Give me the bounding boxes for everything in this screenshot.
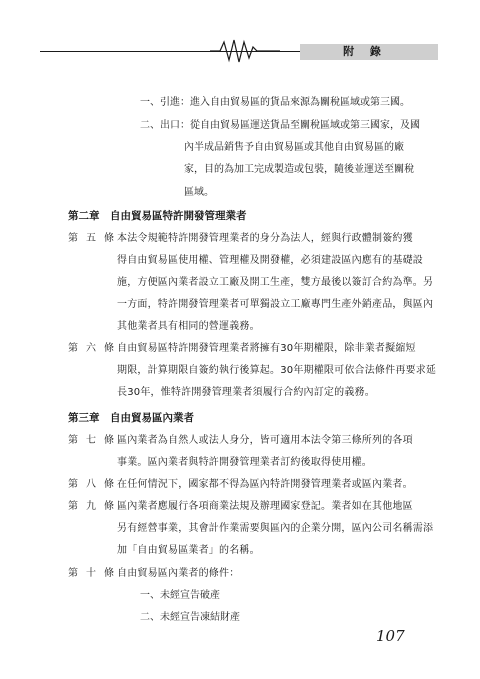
chapter-title: 第三章 自由貿易區內業者 bbox=[68, 412, 194, 424]
heartbeat-wave-icon bbox=[210, 38, 280, 64]
article-line: 在任何情況下，國家都不得為區內特許開發管理業者或區內業者。 bbox=[117, 479, 413, 490]
article-label: 第十條 bbox=[68, 568, 122, 579]
intro-line: 一、引進：進入自由貿易區的貨品來源為關稅區域或第三國。 bbox=[140, 97, 410, 108]
article-label: 第七條 bbox=[68, 435, 122, 446]
article-line: 其他業者具有相同的營運義務。 bbox=[117, 321, 260, 332]
article-line: 事業。區內業者與特許開發管理業者訂約後取得使用權。 bbox=[117, 457, 372, 468]
article-line: 得自由貿易區使用權、管理權及開發權，必須建設區內應有的基礎設 bbox=[117, 255, 423, 266]
article-line: 長30年，惟特許開發管理業者須履行合約內訂定的義務。 bbox=[117, 387, 375, 398]
article-line: 自由貿易區特許開發管理業者將擁有30年期權限，除非業者擬縮短 bbox=[117, 343, 416, 354]
article-line: 另有經營事業，其會計作業需要與區內的企業分開，區內公司名稱需添 bbox=[117, 523, 434, 534]
chapter-title: 第二章 自由貿易區特許開發管理業者 bbox=[68, 210, 247, 222]
article-label: 第八條 bbox=[68, 479, 122, 490]
article-label: 第六條 bbox=[68, 343, 122, 354]
article-label: 第九條 bbox=[68, 501, 122, 512]
article-line: 本法令規範特許開發管理業者的身分為法人，經與行政體制簽約獲 bbox=[117, 233, 413, 244]
intro-line: 區域。 bbox=[184, 187, 214, 198]
intro-line: 二、出口：從自由貿易區運送貨品至關稅區域或第三國家，及國 bbox=[140, 120, 420, 131]
article-line: 一方面，特許開發管理業者可單獨設立工廠專門生產外銷產品，與區內 bbox=[117, 299, 434, 310]
article-line: 自由貿易區內業者的條件： bbox=[117, 568, 240, 579]
article-line: 區內業者為自然人或法人身分，皆可適用本法令第三條所列的各項 bbox=[117, 435, 413, 446]
intro-line: 家，目的為加工完成製造或包裝，隨後並運送至關稅 bbox=[184, 164, 414, 175]
article-line: 區內業者應履行各項商業法規及辦理國家登記。業者如在其他地區 bbox=[117, 501, 413, 512]
article-line: 加「自由貿易區業者」的名稱。 bbox=[117, 545, 260, 556]
article-label: 第五條 bbox=[68, 233, 122, 244]
page-number: 107 bbox=[376, 627, 405, 645]
intro-line: 內半成品銷售予自由貿易區或其他自由貿易區的廠 bbox=[184, 142, 404, 153]
article-line: 施，方便區內業者設立工廠及開工生產，雙方最後以簽訂合約為準。另 bbox=[117, 277, 434, 288]
condition-item: 二、未經宣告凍結財產 bbox=[140, 612, 240, 623]
header-title: 附 錄 bbox=[343, 45, 387, 58]
article-line: 期限，計算期限自簽約執行後算起。30年期權限可依合法條件再要求延 bbox=[117, 365, 437, 376]
condition-item: 一、未經宣告破產 bbox=[140, 590, 220, 601]
